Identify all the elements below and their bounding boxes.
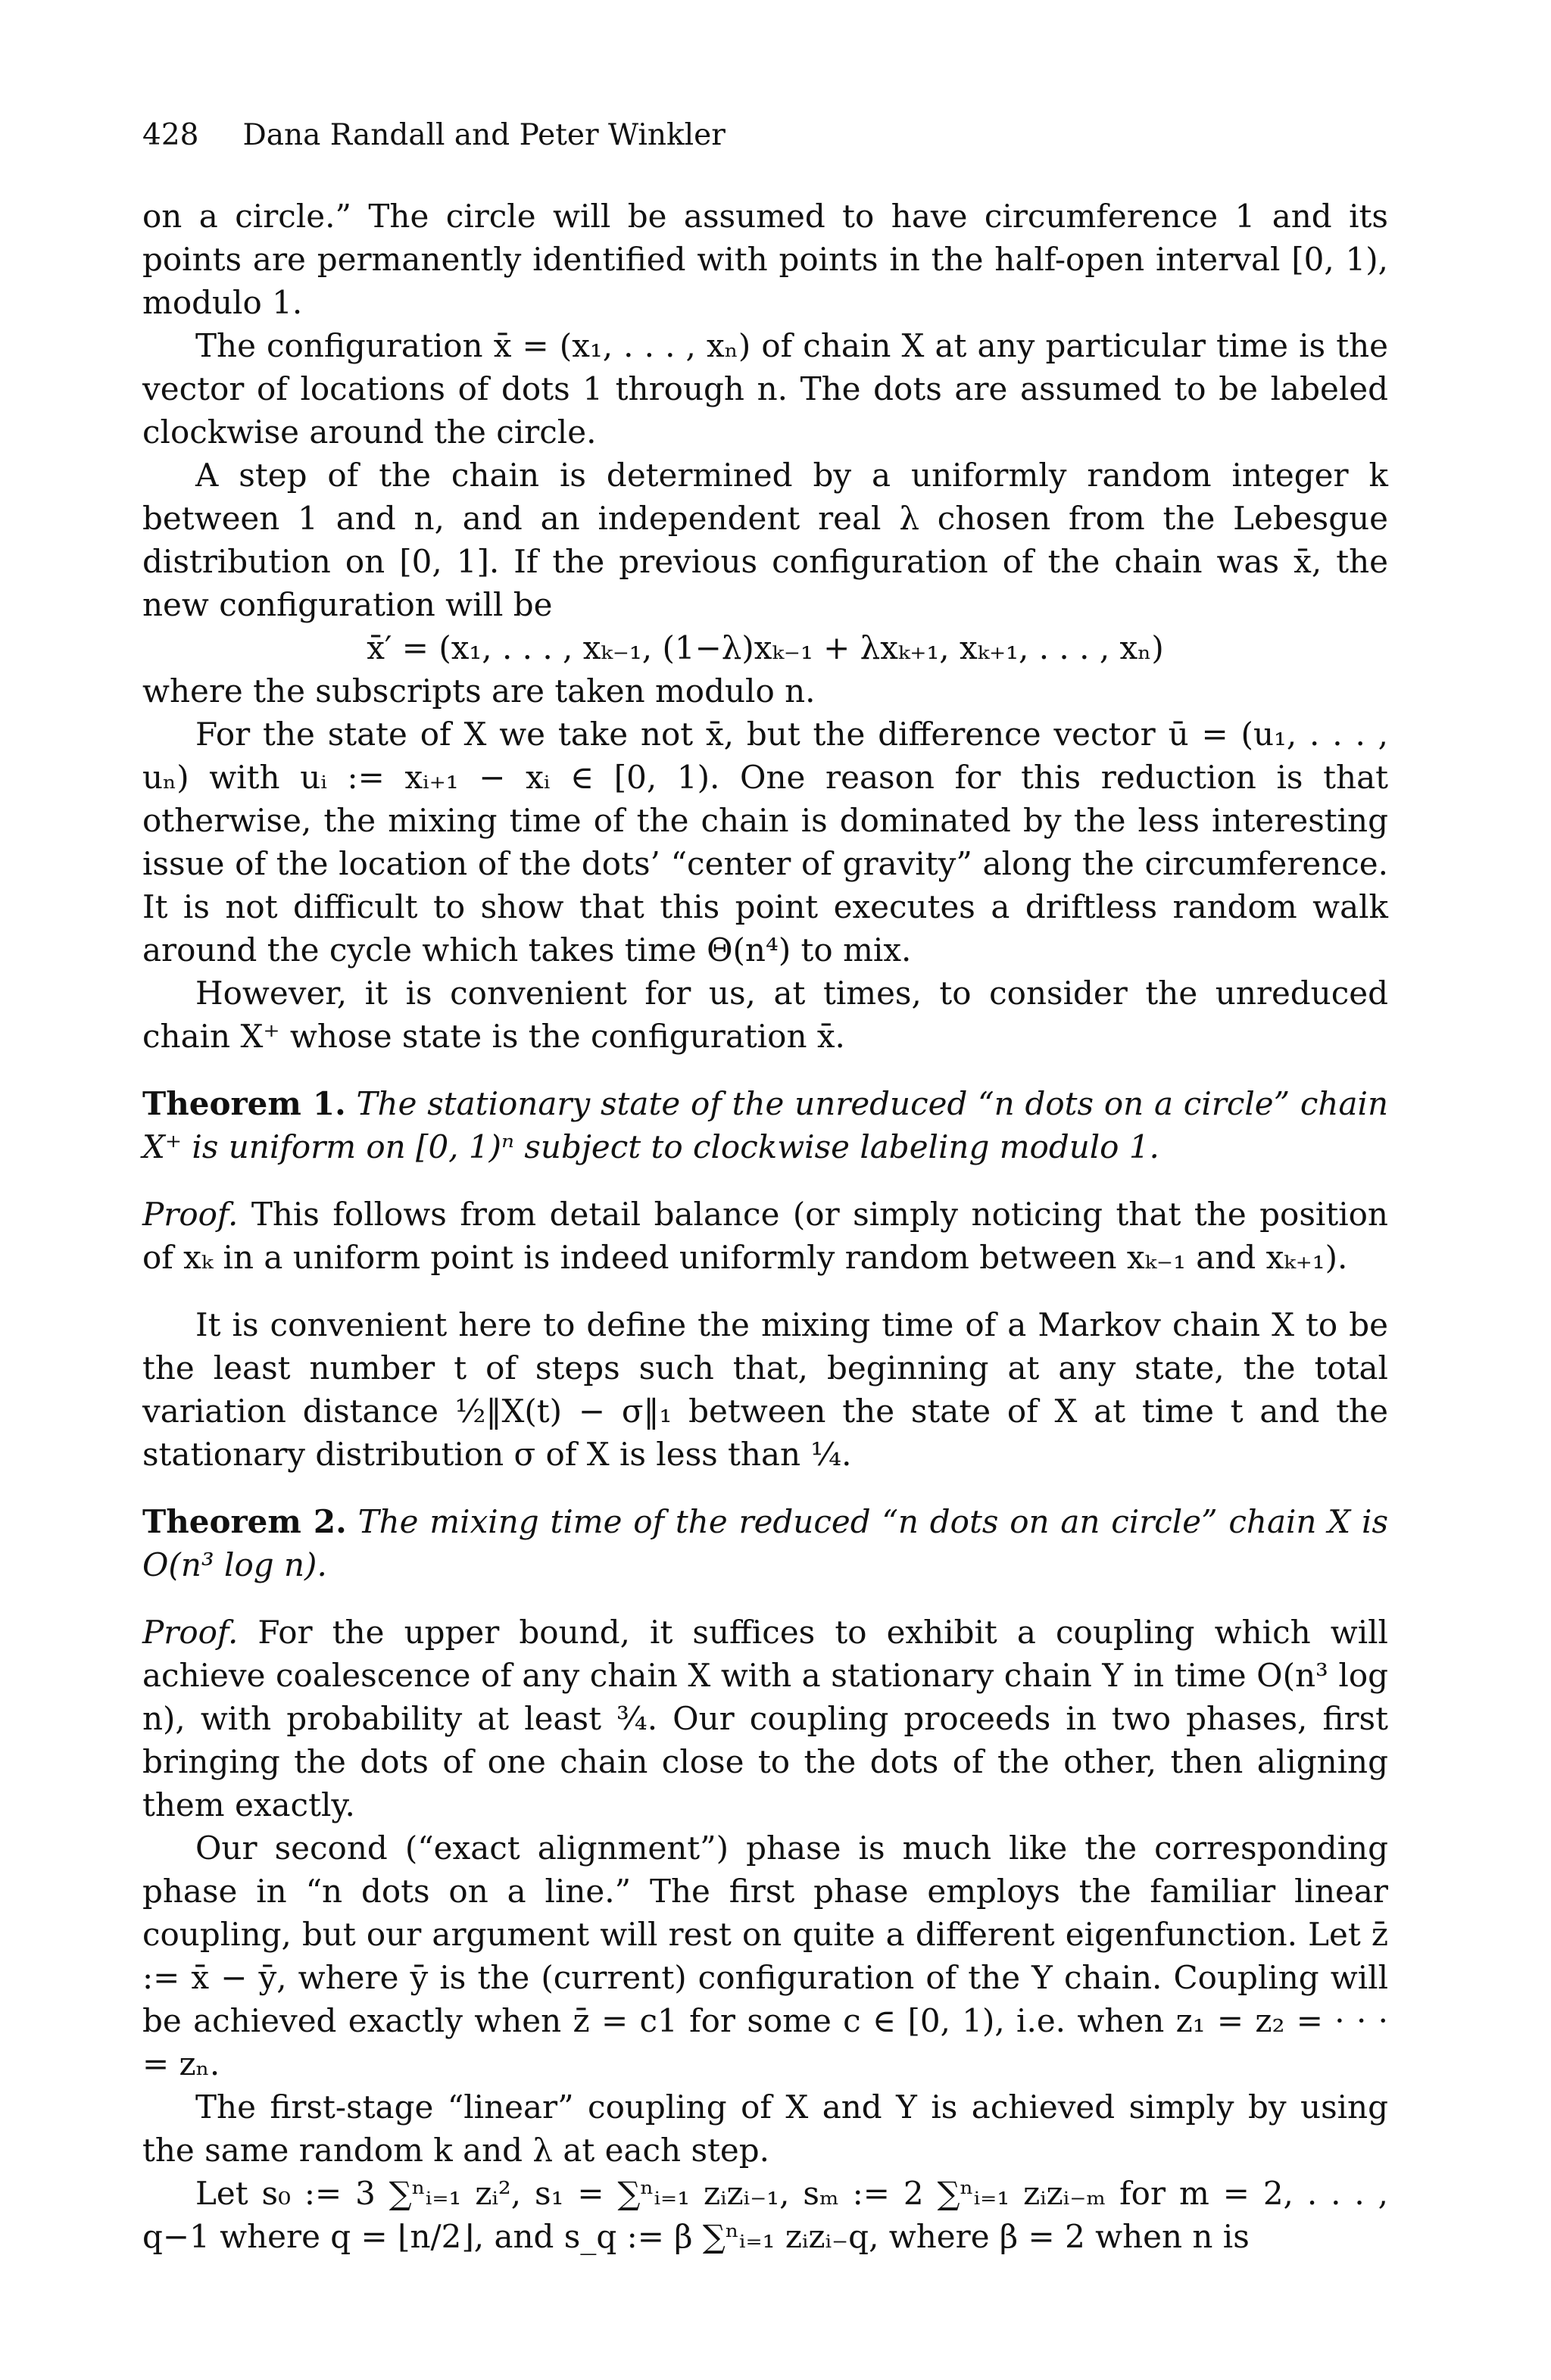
page <box>142 114 1388 2258</box>
paragraph-6: However, it is convenient for us, at times, to consider the unreduced chain X⁺ whose state is the configuration x̄. <box>142 975 1388 1055</box>
page-number: 428 <box>142 118 199 152</box>
running-header <box>142 114 1388 157</box>
theorem-2-text: The mixing time of the reduced “n dots on an circle” chain X is O(n³ log n). <box>142 1503 1388 1583</box>
proof-2 <box>142 1611 1388 1826</box>
paragraph-10: Let s₀ := 3 ∑ⁿᵢ₌₁ zᵢ², s₁ = ∑ⁿᵢ₌₁ zᵢzᵢ₋₁, sₘ := 2 ∑ⁿᵢ₌₁ zᵢzᵢ₋ₘ for m = 2, . . . , q−1 where q = ⌊n/2⌋, and s_q := β ∑ⁿᵢ₌₁ zᵢzᵢ₋q, where β = 2 when n is <box>142 2175 1388 2255</box>
authors: Dana Randall and Peter Winkler <box>242 118 726 152</box>
theorem-1-label: Theorem 1. <box>142 1085 346 1122</box>
paragraph-5: For the state of X we take not x̄, but the difference vector ū = (u₁, . . . , uₙ) with uᵢ := xᵢ₊₁ − xᵢ ∈ [0, 1). One reason for this reduction is that otherwise, the mixing time of the chain is dominated by the less interesting issue of the location of the dots’ “center of gravity” along the circumference. It is not difficult to show that this point executes a driftless random walk around the cycle which takes time Θ(n⁴) to mix. <box>142 716 1388 969</box>
proof-2-text: For the upper bound, it suffices to exhibit a coupling which will achieve coalescence of any chain X with a stationary chain Y in time O(n³ log n), with probability at least ¾. Our coupling proceeds in two phases, first bringing the dots of one chain close to the dots of the other, then aligning them exactly. <box>142 1614 1388 1823</box>
theorem-2-label: Theorem 2. <box>142 1503 347 1540</box>
paragraph-1: on a circle.” The circle will be assumed to have circumference 1 and its points are permanently identified with points in the half-open interval [0, 1), modulo 1. <box>142 198 1388 321</box>
paragraph-4: where the subscripts are taken modulo n. <box>142 672 816 710</box>
theorem-1 <box>142 1082 1388 1168</box>
theorem-1-text: The stationary state of the unreduced “n dots on a circle” chain X⁺ is uniform on [0, 1)ⁿ subject to clockwise labeling modulo 1. <box>142 1085 1388 1165</box>
proof-1-text: This follows from detail balance (or simply noticing that the position of xₖ in a uniform point is indeed uniformly random between xₖ₋₁ and xₖ₊₁). <box>142 1196 1388 1276</box>
paragraph-7: It is convenient here to define the mixing time of a Markov chain X to be the least number t of steps such that, beginning at any state, the total variation distance ½‖X(t) − σ‖₁ between the state of X at time t and the stationary distribution σ of X is less than ¼. <box>142 1306 1388 1473</box>
proof-2-label: Proof. <box>142 1614 239 1651</box>
paragraph-2: The configuration x̄ = (x₁, . . . , xₙ) of chain X at any particular time is the vector of locations of dots 1 through n. The dots are assumed to be labeled clockwise around the circle. <box>142 327 1388 451</box>
paragraph-9: The first-stage “linear” coupling of X and Y is achieved simply by using the same random k and λ at each step. <box>142 2088 1388 2169</box>
theorem-2 <box>142 1500 1388 1586</box>
proof-1 <box>142 1193 1388 1279</box>
proof-1-label: Proof. <box>142 1196 239 1233</box>
paragraph-8: Our second (“exact alignment”) phase is much like the corresponding phase in “n dots on a line.” The first phase employs the familiar linear coupling, but our argument will rest on quite a different eigenfunction. Let z̄ := x̄ − ȳ, where ȳ is the (current) configuration of the Y chain. Coupling will be achieved exactly when z̄ = c1 for some c ∈ [0, 1), i.e. when z₁ = z₂ = · · · = zₙ. <box>142 1829 1388 2082</box>
equation-1: x̄′ = (x₁, . . . , xₖ₋₁, (1−λ)xₖ₋₁ + λxₖ₊₁, xₖ₊₁, . . . , xₙ) <box>367 629 1164 666</box>
paragraph-3: A step of the chain is determined by a uniformly random integer k between 1 and n, and an independent real λ chosen from the Lebesgue distribution on [0, 1]. If the previous configuration of the chain was x̄, the new configuration will be <box>142 457 1388 623</box>
